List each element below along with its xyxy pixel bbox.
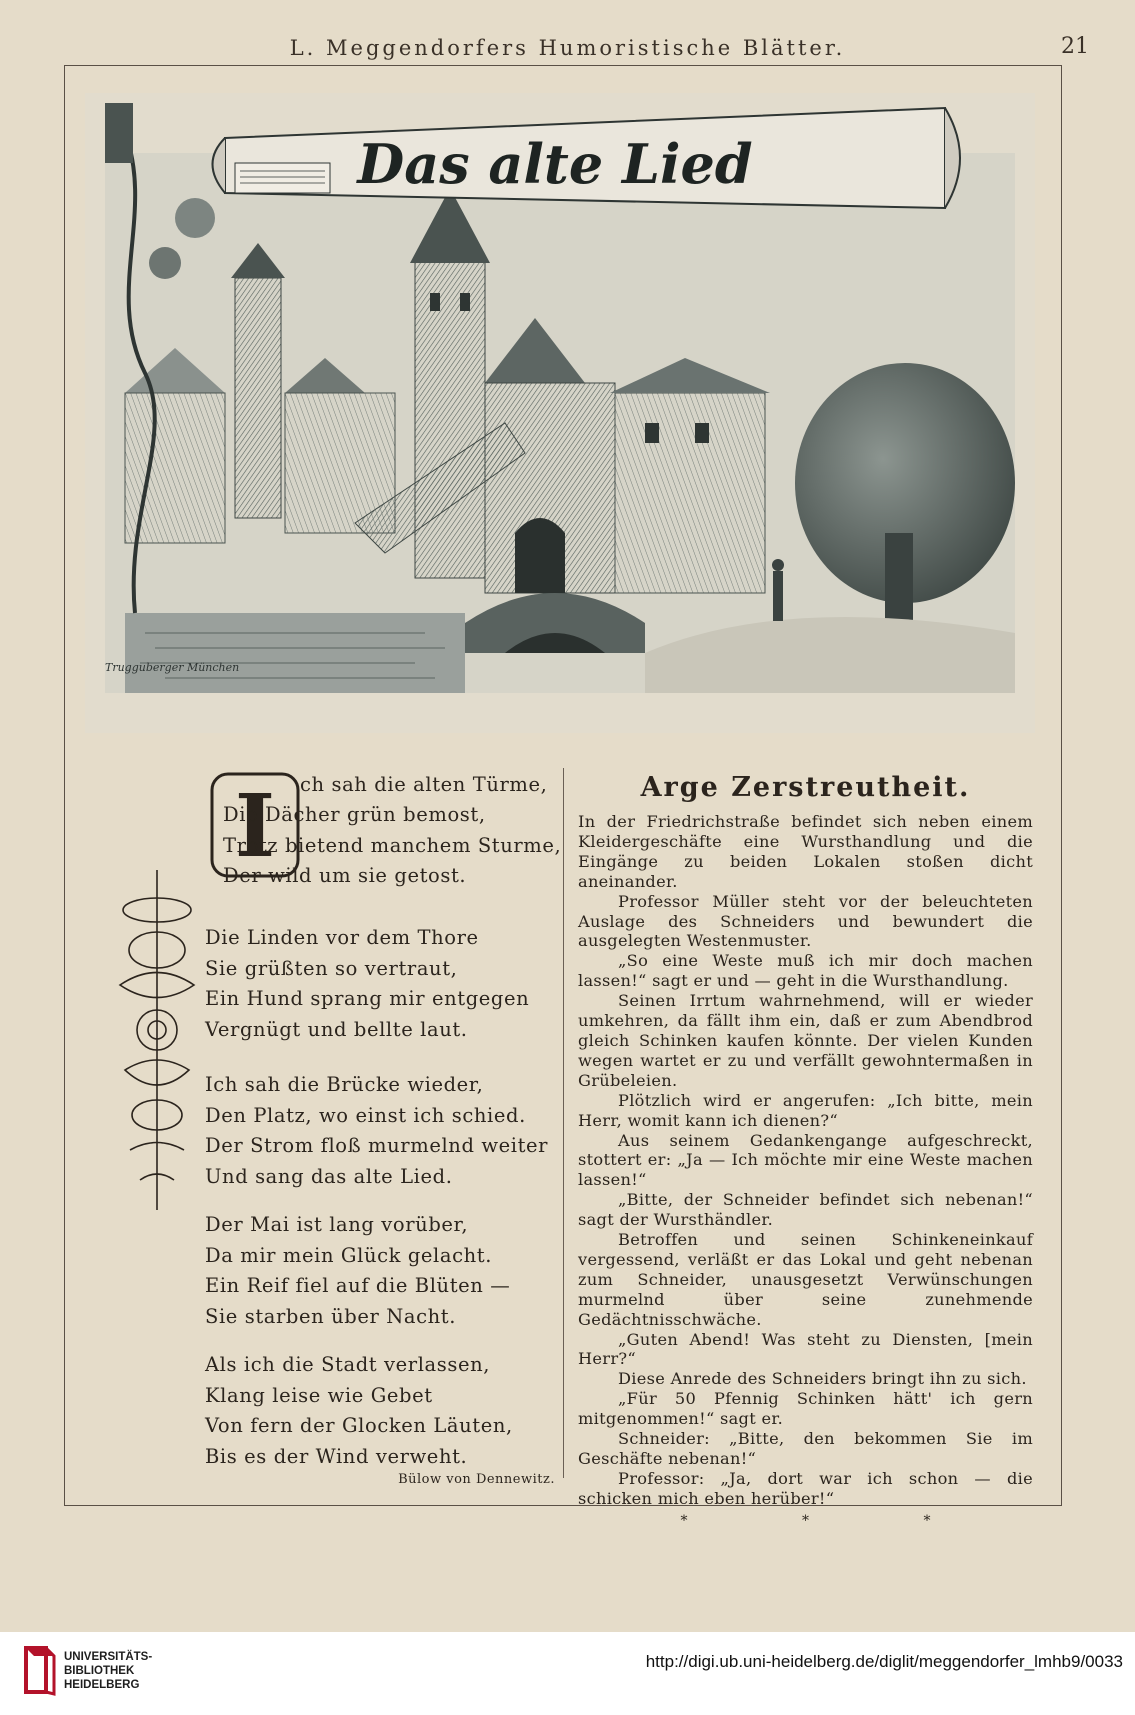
poem-stanza — [205, 1350, 513, 1472]
story-paragraph: Seinen Irrtum wahrnehmend, will er wieder umkehren, da fällt ihm ein, daß er zum Abendbrod gleich Schinken kaufen könnte. Der vielen Kunden wegen wartet er zu und verfällt gewohntermaßen in Grübeleien. — [578, 991, 1033, 1090]
poem-stanza — [205, 923, 529, 1045]
story-paragraph: Professor: „Ja, dort war ich schon — die schicken mich eben herüber!“ — [578, 1468, 1033, 1508]
poem-line: Sie starben über Nacht. — [205, 1304, 457, 1328]
poem-line: Die Linden vor dem Thore — [205, 926, 479, 949]
source-url-link[interactable]: http://digi.ub.uni-heidelberg.de/diglit/meggendorfer_lmhb9/0033 — [645, 1652, 1123, 1671]
story-title: Arge Zerstreutheit. — [640, 772, 971, 803]
story-paragraph: „Guten Abend! Was steht zu Diensten, [mein Herr?“ — [578, 1329, 1033, 1369]
prose-column — [578, 770, 1033, 1529]
poem-line: Und sang das alte Lied. — [205, 1164, 453, 1188]
drop-cap-letter: I — [234, 776, 276, 877]
poem-line: Bis es der Wind verweht. — [205, 1444, 468, 1468]
poem-line: Von fern der Glocken Läuten, — [205, 1414, 513, 1437]
poem-line: Sie grüßten so vertraut, — [205, 956, 458, 980]
story-paragraph: Schneider: „Bitte, den bekommen Sie im Geschäfte nebenan!“ — [578, 1429, 1033, 1468]
running-title: L. Meggendorfers Humoristische Blätter. — [289, 36, 846, 60]
poem-author: Bülow von Dennewitz. — [398, 1472, 555, 1487]
story-paragraph: Plötzlich wird er angerufen: „Ich bitte, mein Herr, womit kann ich dienen?“ — [578, 1090, 1033, 1130]
poem-line: Klang leise wie Gebet — [205, 1383, 433, 1407]
town-illustration — [85, 93, 1035, 733]
story-paragraph: „So eine Weste muß ich mir doch machen lassen!“ sagt er und — geht in die Wursthandlung. — [578, 951, 1033, 991]
poem-line: Der Strom floß murmelnd weiter — [205, 1134, 549, 1157]
poem-line: Ein Hund sprang mir entgegen — [205, 987, 530, 1010]
library-logo-icon — [20, 1642, 60, 1702]
poem-column — [110, 770, 562, 1490]
page-number: 21 — [1061, 34, 1089, 59]
poem-line: Ein Reif fiel auf die Blüten — — [205, 1274, 511, 1297]
artist-signature: Trugguberger München — [105, 661, 240, 674]
poem-line: Den Platz, wo einst ich schied. — [205, 1103, 526, 1127]
story-paragraph: In der Friedrichstraße befindet sich neben einem Kleidergeschäfte eine Wursthandlung und die Eingänge zu beiden Lokalen stoßen dicht aneinander. — [578, 812, 1033, 891]
poem-stanza — [205, 1070, 548, 1192]
library-name: UNIVERSITÄTS- BIBLIOTHEK HEIDELBERG — [64, 1651, 153, 1691]
story-paragraph: Diese Anrede des Schneiders bringt ihn zu sich. — [618, 1369, 1027, 1389]
end-asterisks: * * * — [680, 1512, 986, 1529]
vine-ornament-icon — [110, 770, 205, 1220]
poem-line: Die Dächer grün bemost, — [223, 803, 486, 826]
library-footer — [0, 1632, 1135, 1715]
poem-line: ch sah die alten Türme, — [300, 773, 548, 796]
poem-line: Der Mai ist lang vorüber, — [205, 1213, 469, 1236]
story-paragraph: Aus seinem Gedankengange aufgeschreckt, stottert er: „Ja — Ich möchte mir eine Weste machen lassen!“ — [578, 1130, 1033, 1190]
story-paragraph: Betroffen und seinen Schinkeneinkauf vergessend, verläßt er das Lokal und geht nebenan zum Schneider, unausgesetzt Verwünschungen murmelnd über seine zunehmende Gedächtnisschwäche. — [578, 1230, 1033, 1329]
poem-line: Der wild um sie getost. — [223, 864, 467, 887]
poem-line: Vergnügt und bellte laut. — [205, 1017, 468, 1041]
poem-line: Trotz bietend manchem Sturme, — [223, 833, 562, 857]
column-divider — [563, 768, 564, 1478]
poem-stanza — [205, 1210, 510, 1332]
story-paragraph: „Bitte, der Schneider befindet sich nebenan!“ sagt der Wursthändler. — [578, 1190, 1033, 1230]
story-paragraph: „Für 50 Pfennig Schinken hätt' ich gern mitgenommen!“ sagt er. — [578, 1389, 1033, 1429]
poem-stanza — [300, 770, 547, 801]
poem-line: Als ich die Stadt verlassen, — [205, 1353, 491, 1376]
story-paragraph: Professor Müller steht vor der beleuchteten Auslage des Schneiders und bewundert die ausgelegten Westenmuster. — [578, 891, 1033, 951]
banner-title: Das alte Lied — [357, 132, 753, 196]
poem-line: Da mir mein Glück gelacht. — [205, 1243, 493, 1267]
poem-line: Ich sah die Brücke wieder, — [205, 1073, 484, 1096]
poem-stanza — [205, 800, 561, 892]
